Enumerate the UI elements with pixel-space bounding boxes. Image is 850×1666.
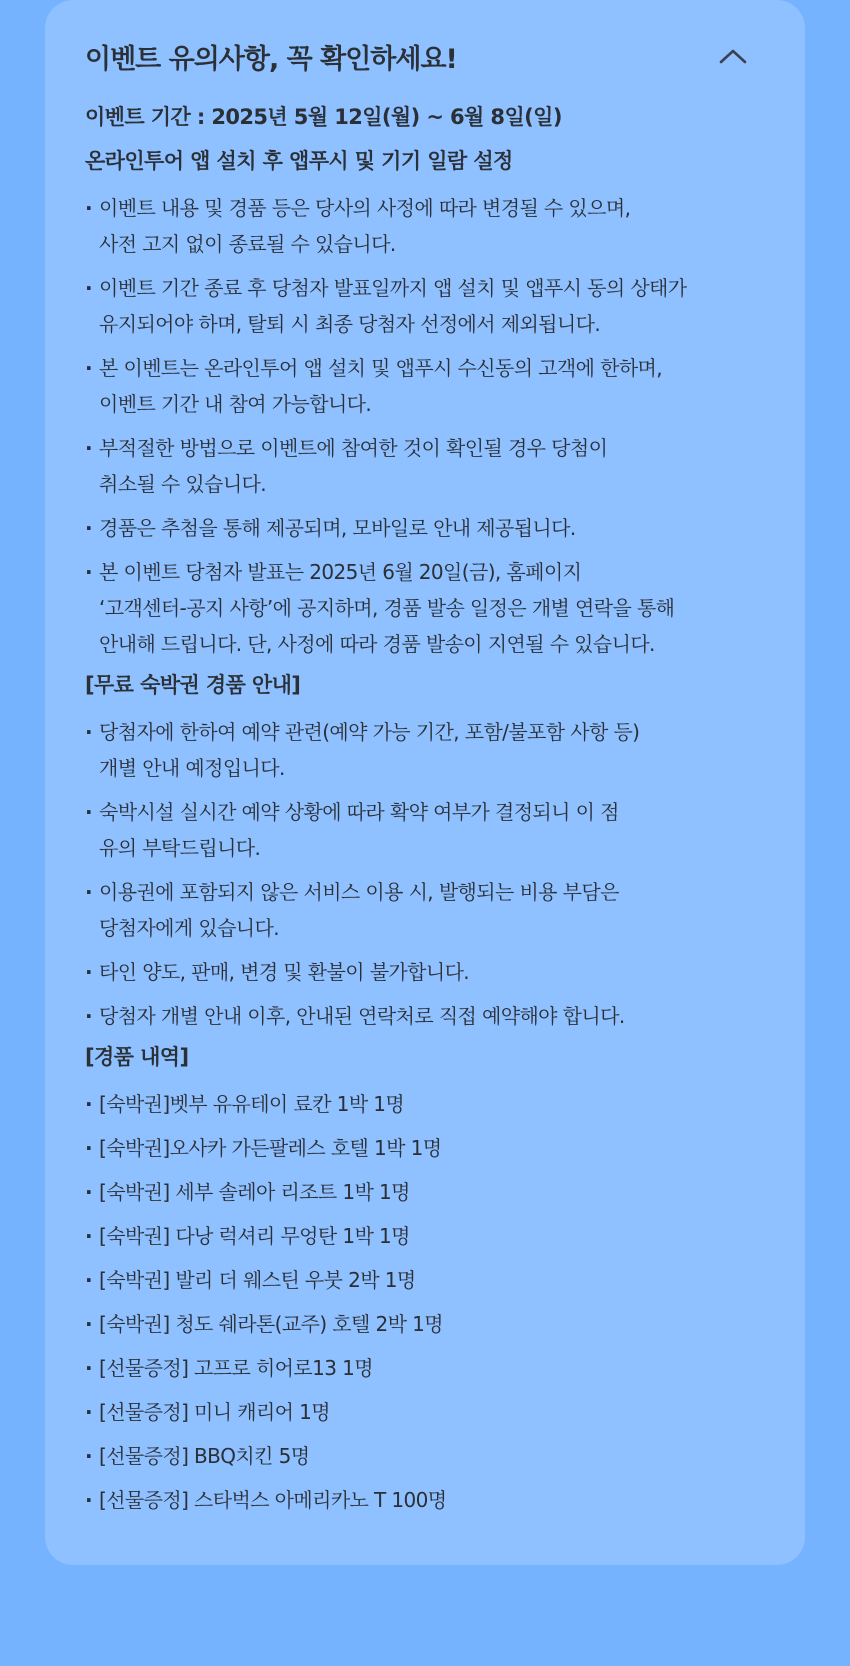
prize-item-text: · [숙박권] 발리 더 웨스틴 우붓 2박 1명 xyxy=(99,1268,416,1292)
event-condition-heading: 온라인투어 앱 설치 후 앱푸시 및 기기 일람 설정 xyxy=(85,149,513,173)
prize-item xyxy=(85,1262,765,1298)
voucher-notice-item-text: · 이용권에 포함되지 않은 서비스 이용 시, 발행되는 비용 부담은 xyxy=(99,880,619,904)
prize-item xyxy=(85,1306,765,1342)
prize-item xyxy=(85,1350,765,1386)
voucher-notice-item-text: 당첨자에게 있습니다. xyxy=(99,916,279,940)
prize-item-text: · [숙박권] 청도 쉐라톤(교주) 호텔 2박 1명 xyxy=(99,1312,443,1336)
prize-item xyxy=(85,1086,765,1122)
prize-item xyxy=(85,1130,765,1166)
general-notice-item-text: · 본 이벤트는 온라인투어 앱 설치 및 앱푸시 수신동의 고객에 한하며, xyxy=(99,356,663,380)
prize-item-text: · [선물증정] 스타벅스 아메리카노 T 100명 xyxy=(99,1488,447,1512)
prize-item xyxy=(85,1174,765,1210)
general-notice-item-text: 안내해 드립니다. 단, 사정에 따라 경품 발송이 지연될 수 있습니다. xyxy=(99,632,655,656)
voucher-guide-heading: [무료 숙박권 경품 안내] xyxy=(85,673,301,697)
prize-list-heading: [경품 내역] xyxy=(85,1045,189,1069)
voucher-notice-item-text: · 숙박시설 실시간 예약 상황에 따라 확약 여부가 결정되니 이 점 xyxy=(99,800,619,824)
general-notice-item xyxy=(85,554,765,662)
general-notice-item xyxy=(85,350,765,422)
prize-item-text: · [숙박권] 다낭 럭셔리 무엉탄 1박 1명 xyxy=(99,1224,410,1248)
general-notice-item-text: · 부적절한 방법으로 이벤트에 참여한 것이 확인될 경우 당첨이 xyxy=(99,436,608,460)
general-notice-item xyxy=(85,190,765,262)
voucher-notice-item-text: 개별 안내 예정입니다. xyxy=(99,756,285,780)
general-notice-list xyxy=(85,190,765,662)
voucher-notice-item xyxy=(85,714,765,786)
notice-content xyxy=(85,102,765,1518)
voucher-notice-list xyxy=(85,714,765,1034)
general-notice-item-text: 취소될 수 있습니다. xyxy=(99,472,267,496)
general-notice-item xyxy=(85,430,765,502)
general-notice-item-text: · 본 이벤트 당첨자 발표는 2025년 6월 20일(금), 홈페이지 xyxy=(99,560,582,584)
prize-item-text: · [선물증정] BBQ치킨 5명 xyxy=(99,1444,310,1468)
prize-item-text: · [선물증정] 미니 캐리어 1명 xyxy=(99,1400,331,1424)
voucher-notice-item-text: · 타인 양도, 판매, 변경 및 환불이 불가합니다. xyxy=(99,960,470,984)
general-notice-item-text: 유지되어야 하며, 탈퇴 시 최종 당첨자 선정에서 제외됩니다. xyxy=(99,312,601,336)
prize-item-text: · [숙박권]벳부 유유테이 료칸 1박 1명 xyxy=(99,1092,405,1116)
general-notice-item-text: 이벤트 기간 내 참여 가능합니다. xyxy=(99,392,372,416)
event-notice-card xyxy=(45,0,805,1565)
prize-item xyxy=(85,1218,765,1254)
voucher-notice-item xyxy=(85,954,765,990)
prize-item-text: · [선물증정] 고프로 히어로13 1명 xyxy=(99,1356,373,1380)
prize-item xyxy=(85,1394,765,1430)
general-notice-item xyxy=(85,510,765,546)
chevron-up-icon[interactable] xyxy=(711,34,755,78)
prize-item xyxy=(85,1482,765,1518)
notice-accordion-header[interactable] xyxy=(85,34,765,78)
prize-item-text: · [숙박권]오사카 가든팔레스 호텔 1박 1명 xyxy=(99,1136,442,1160)
voucher-notice-item-text: · 당첨자 개별 안내 이후, 안내된 연락처로 직접 예약해야 합니다. xyxy=(99,1004,625,1028)
voucher-notice-item xyxy=(85,998,765,1034)
general-notice-item-text: · 경품은 추첨을 통해 제공되며, 모바일로 안내 제공됩니다. xyxy=(99,516,576,540)
voucher-notice-item xyxy=(85,874,765,946)
voucher-notice-item xyxy=(85,794,765,866)
voucher-notice-item-text: · 당첨자에 한하여 예약 관련(예약 가능 기간, 포함/불포함 사항 등) xyxy=(99,720,640,744)
voucher-notice-item-text: 유의 부탁드립니다. xyxy=(99,836,261,860)
prize-item-text: · [숙박권] 세부 솔레아 리조트 1박 1명 xyxy=(99,1180,410,1204)
prize-item xyxy=(85,1438,765,1474)
general-notice-item xyxy=(85,270,765,342)
general-notice-item-text: · 이벤트 기간 종료 후 당첨자 발표일까지 앱 설치 및 앱푸시 동의 상태가 xyxy=(99,276,687,300)
event-period-heading: 이벤트 기간 : 2025년 5월 12일(월) ~ 6월 8일(일) xyxy=(85,105,562,129)
notice-title: 이벤트 유의사항, 꼭 확인하세요! xyxy=(85,43,457,75)
general-notice-item-text: ‘고객센터-공지 사항’에 공지하며, 경품 발송 일정은 개별 연락을 통해 xyxy=(99,596,675,620)
general-notice-item-text: 사전 고지 없이 종료될 수 있습니다. xyxy=(99,232,396,256)
general-notice-item-text: · 이벤트 내용 및 경품 등은 당사의 사정에 따라 변경될 수 있으며, xyxy=(99,196,631,220)
prize-list xyxy=(85,1086,765,1518)
